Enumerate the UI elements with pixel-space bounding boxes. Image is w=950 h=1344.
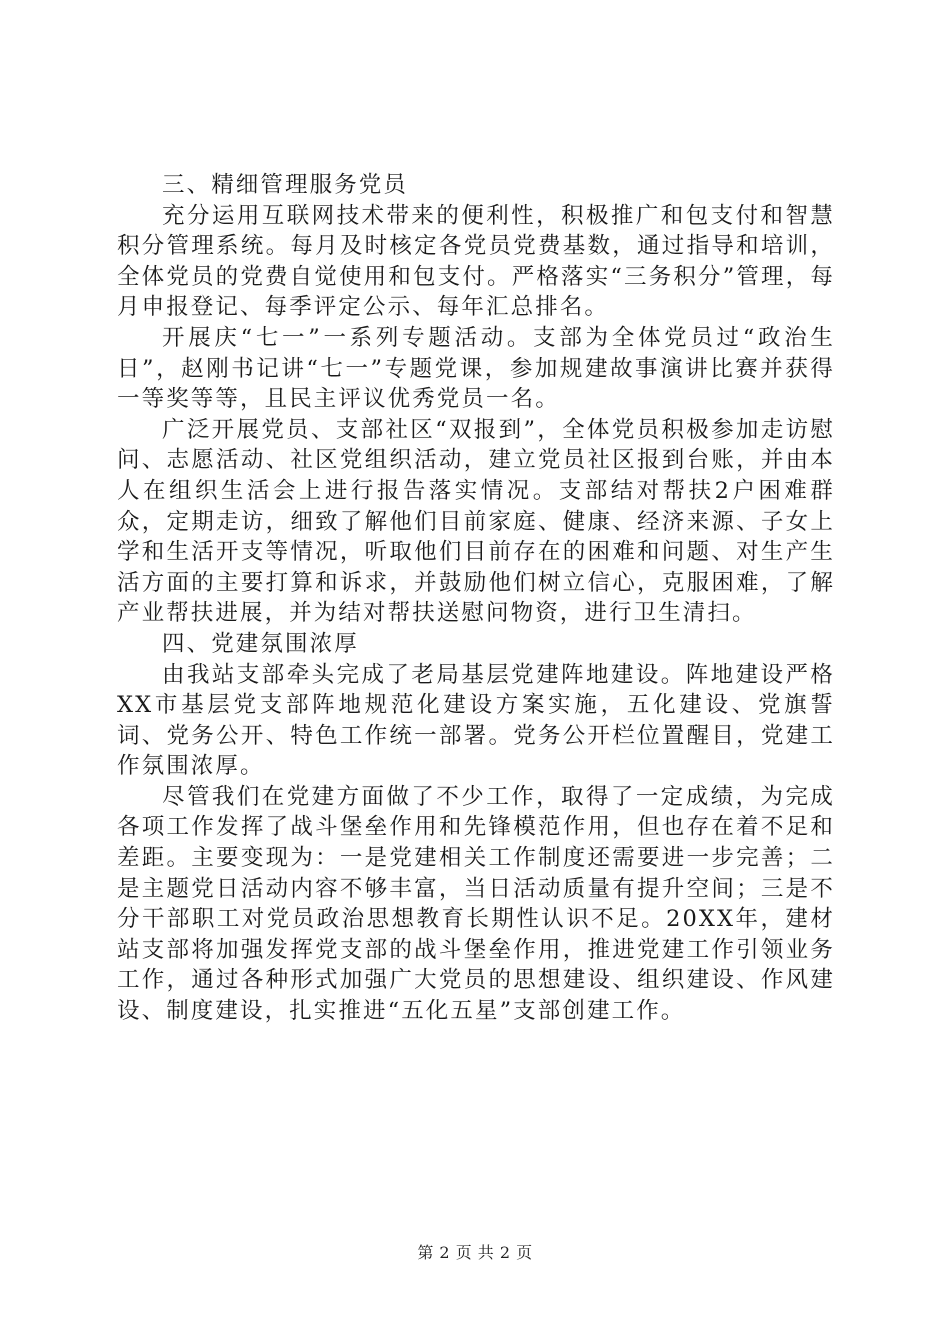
paragraph-double-report: 广泛开展党员、支部社区“双报到”，全体党员积极参加走访慰问、志愿活动、社区党组织活动，建立党员社区报到台账，并由本人在组织生活会上进行报告落实情况。支部结对帮扶2户困难群众，定期走访，细致了解他们目前家庭、健康、经济来源、子女上学和生活开支等情况，听取他们目前存在的困难和问题、对生产生活方面的主要打算和诉求，并鼓励他们树立信心，克服困难，了解产业帮扶进展，并为结对帮扶送慰问物资，进行卫生清扫。 [117, 416, 835, 627]
paragraph-smart-payment: 充分运用互联网技术带来的便利性，积极推广和包支付和智慧积分管理系统。每月及时核定各党员党费基数，通过指导和培训，全体党员的党费自觉使用和包支付。严格落实“三务积分”管理，每月申报登记、每季评定公示、每年汇总排名。 [117, 202, 835, 321]
section-heading-4: 四、党建氛围浓厚 [162, 630, 359, 657]
document-body [117, 170, 835, 1027]
section-heading-3: 三、精细管理服务党员 [162, 172, 409, 198]
page-number-footer: 第 2 页 共 2 页 [417, 1243, 533, 1262]
paragraph-july-first-activities: 开展庆“七一”一系列专题活动。支部为全体党员过“政治生日”，赵刚书记讲“七一”专题党课，参加规建故事演讲比赛并获得一等奖等等，且民主评议优秀党员一名。 [117, 324, 835, 413]
paragraph-shortcomings-plan: 尽管我们在党建方面做了不少工作，取得了一定成绩，为完成各项工作发挥了战斗堡垒作用和先锋模范作用，但也存在着不足和差距。主要变现为：一是党建相关工作制度还需要进一步完善；二是主题党日活动内容不够丰富，当日活动质量有提升空间；三是不分干部职工对党员政治思想教育长期性认识不足。20XX年，建材站支部将加强发挥党支部的战斗堡垒作用，推进党建工作引领业务工作，通过各种形式加强广大党员的思想建设、组织建设、作风建设、制度建设，扎实推进“五化五星”支部创建工作。 [117, 783, 835, 1025]
paragraph-position-building: 由我站支部牵头完成了老局基层党建阵地建设。阵地建设严格XX市基层党支部阵地规范化建设方案实施，五化建设、党旗誓词、党务公开、特色工作统一部署。党务公开栏位置醒目，党建工作氛围浓厚。 [117, 661, 835, 780]
